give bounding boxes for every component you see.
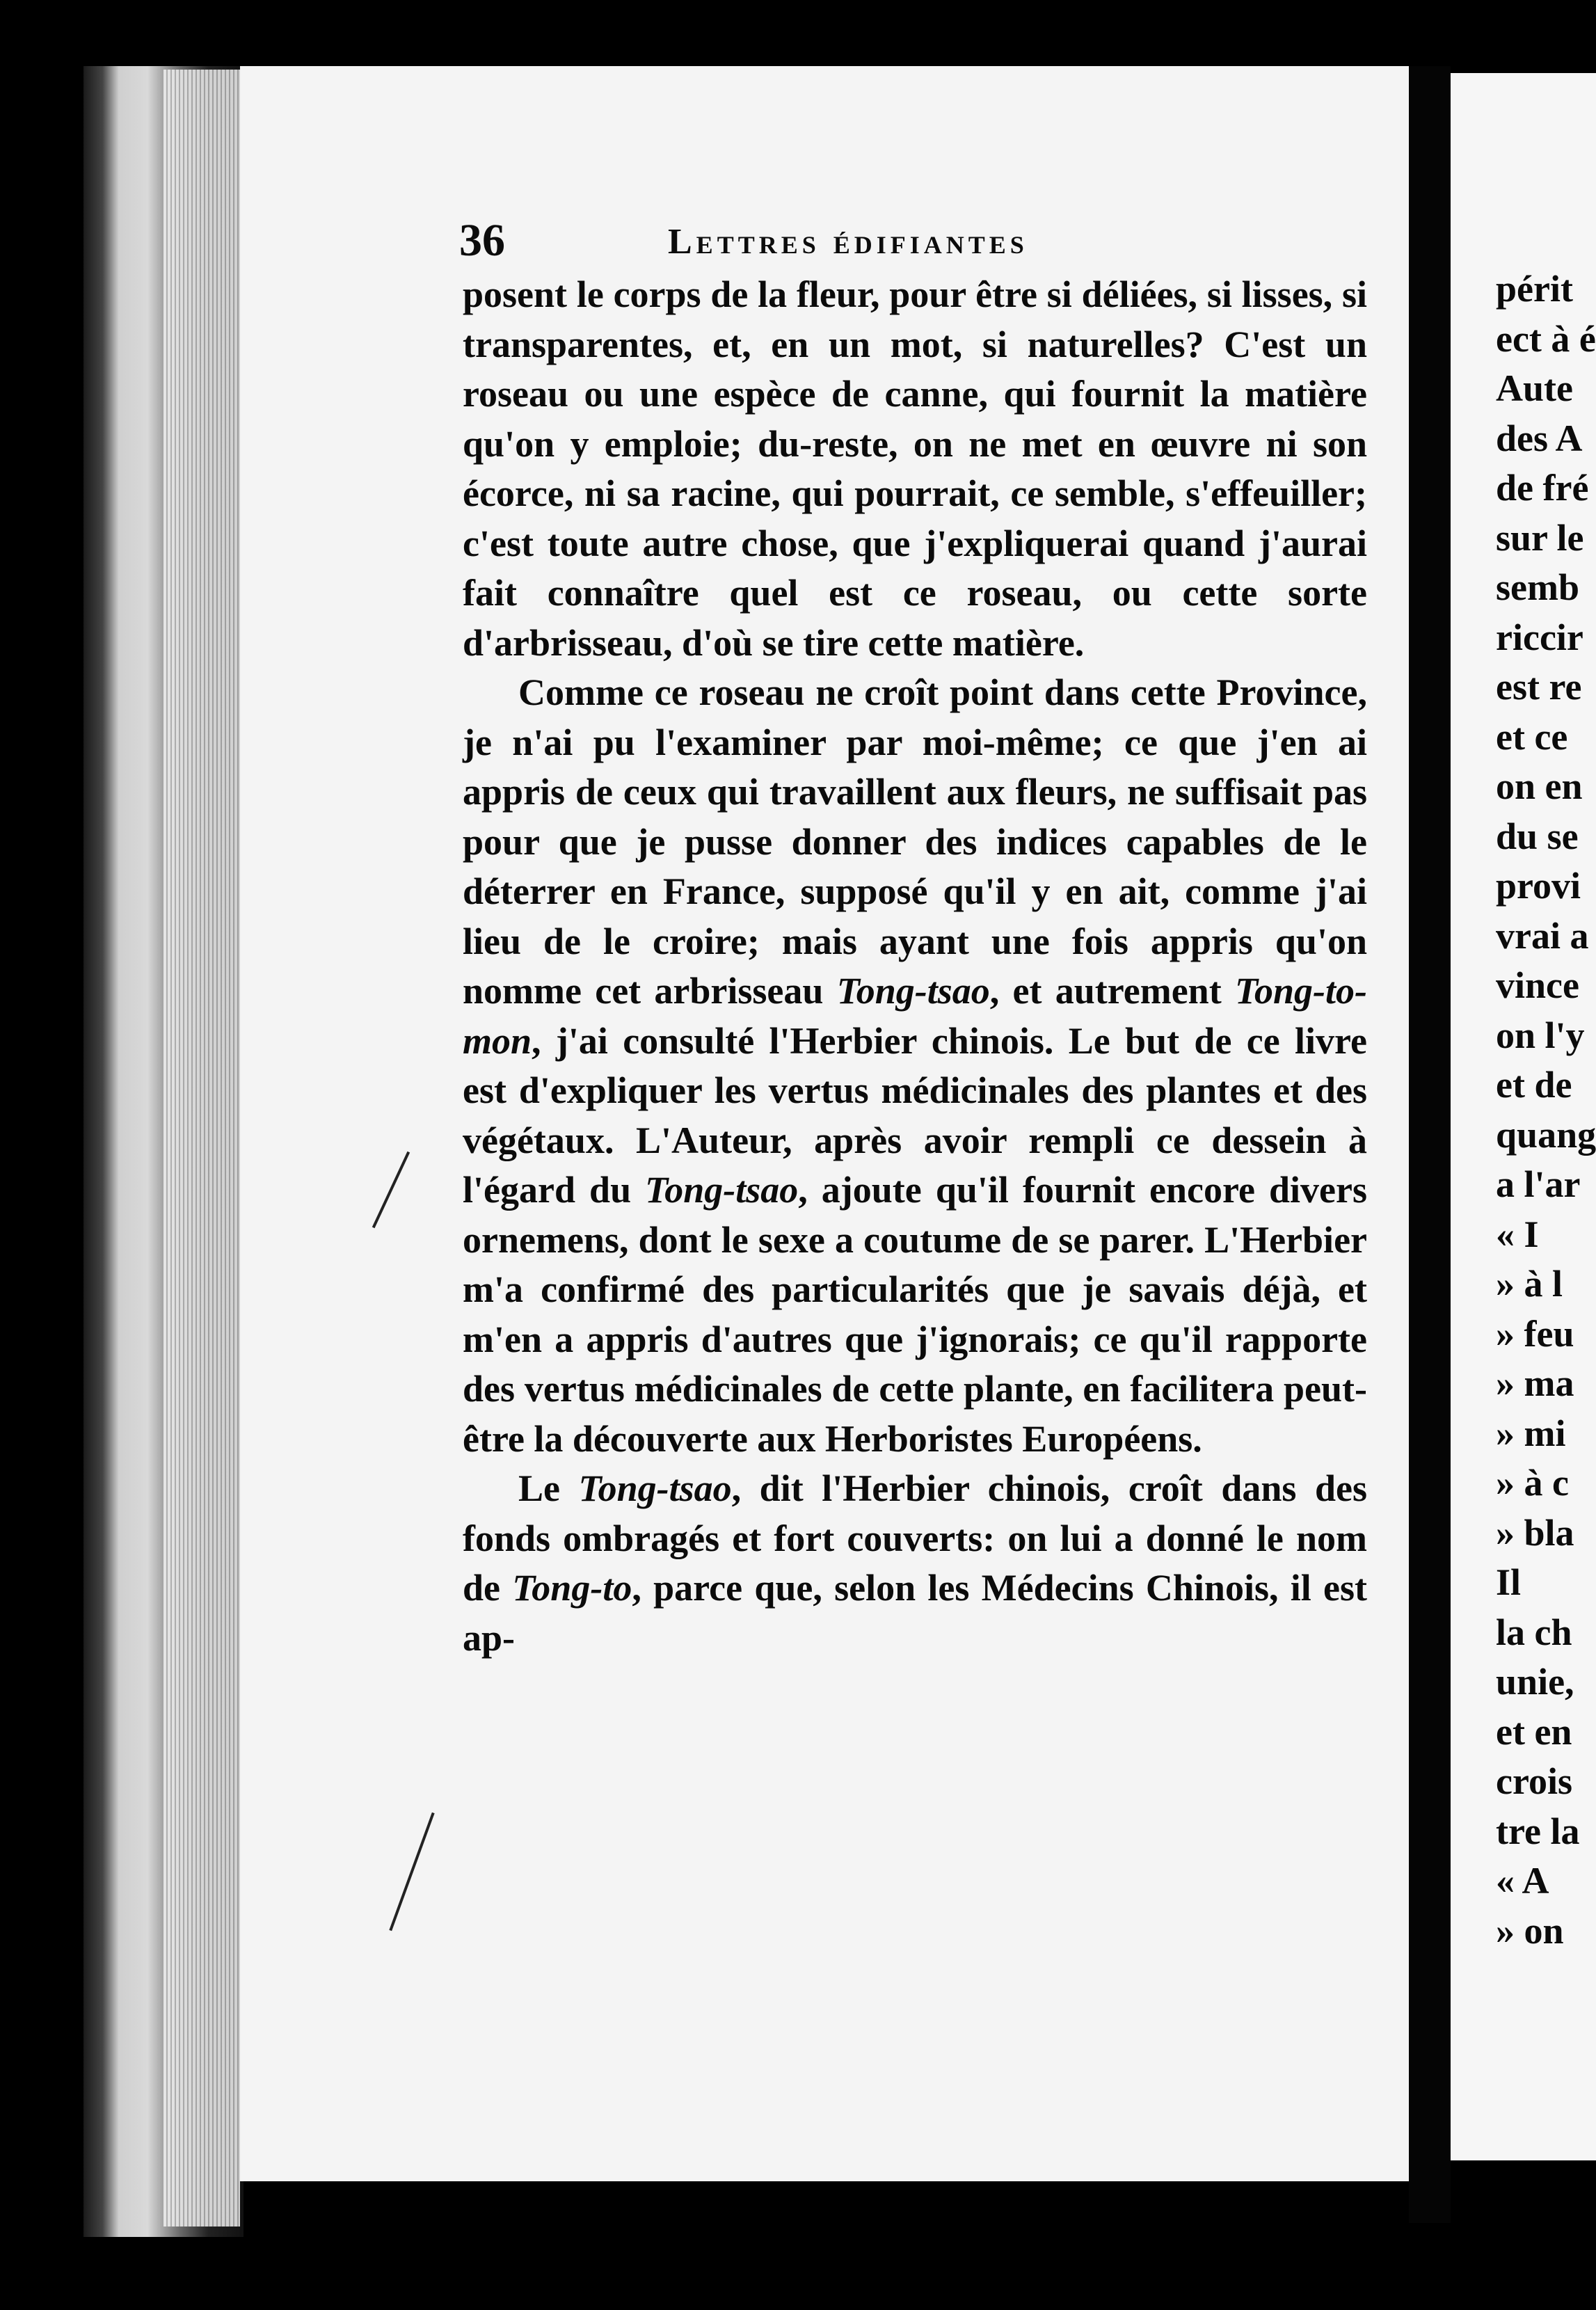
facing-page-line: on en [1496,765,1583,807]
facing-page-line: » on [1496,1909,1564,1952]
facing-page-line: tre la [1496,1810,1580,1852]
facing-page-line: vrai a [1496,914,1589,957]
text-run: posent le corps de la fleur, pour être si déliées, si lisses, si transparentes, et, en un mot, si naturelles? C'est un roseau ou une espèce de canne, qui fournit la matière qu'on y emploie; du-reste, on ne met en œuvre ni son écorce, ni sa racine, qui pourrait, ce semble, s'effeuiller; c'est toute autre chose, que j'expliquerai quand j'aurai fait connaître quel est ce roseau, ou cette sorte d'arbrisseau, d'où se tire cette matière. [463,273,1367,664]
facing-page-line: du se [1496,815,1579,857]
text-run: , ajoute qu'il fournit encore divers ornemens, dont le sexe a coutume de se parer. L'Herbier m'a confirmé des particularités que je savais déjà, et m'en a appris d'autres que j'ignorais; ce qu'il rapporte des vertus médicinales de cette plante, en facilitera peut-être la découverte aux Herboristes Européens. [463,1169,1367,1460]
page-header [459,209,1364,278]
facing-page-line: et en [1496,1710,1572,1753]
facing-page-line: » à c [1496,1462,1569,1504]
facing-page-line: des A [1496,417,1583,459]
facing-page-line: » mi [1496,1412,1566,1454]
page-edges [163,70,240,2227]
text-run: , et autrement [989,970,1235,1012]
text-run: , parce que, selon les Médecins Chinois, il est ap- [463,1567,1367,1659]
italic-term: Tong-tsao [645,1169,799,1211]
facing-page-line: provi [1496,865,1581,907]
facing-page-line: est re [1496,666,1582,708]
facing-page-line: quang [1496,1113,1596,1156]
facing-page-line: Aute [1496,367,1573,409]
text-run: Comme ce roseau ne croît point dans cette Province, je n'ai pu l'examiner par moi-même; ce que j'en ai appris de ceux qui travaillent aux fleurs, ne suffisait pas pour que je pusse donner des indices capables de le déterrer en France, supposé qu'il y en ait, comme j'ai lieu de le croire; mais ayant une fois appris qu'on nomme cet arbrisseau [463,671,1367,1012]
facing-page-line: « A [1496,1860,1549,1902]
facing-page-line: » bla [1496,1511,1574,1554]
facing-page-line: « I [1496,1213,1539,1255]
facing-page-line: » feu [1496,1312,1574,1355]
text-run: , j'ai consulté l'Herbier chinois. Le but de ce livre est d'expliquer les vertus médicinales des plantes et des végétaux. L'Auteur, après avoir rempli ce dessein à l'égard du [463,1019,1367,1211]
facing-page-text [1496,264,1596,1956]
facing-page-line: vince [1496,964,1579,1006]
text-run: Le [518,1467,579,1509]
facing-page-line: » à l [1496,1263,1563,1305]
facing-page-line: de fré [1496,467,1589,509]
text-run: , dit l'Herbier chinois, croît dans des fonds ombragés et fort couverts: on lui a donné le nom de [463,1467,1367,1609]
facing-page-line: unie, [1496,1661,1574,1703]
facing-page-line: Il [1496,1561,1522,1603]
facing-page-line: périt [1496,268,1573,310]
facing-page-line: on l'y [1496,1014,1585,1056]
book-gutter [1409,66,1451,2223]
italic-term: Tong-tsao [836,970,990,1012]
paragraph [463,270,1367,668]
facing-page-line: ect à é [1496,317,1596,360]
facing-page-line: a l'ar [1496,1163,1581,1205]
running-title: Lettres édifiantes [668,222,1028,262]
paragraph [463,668,1367,1464]
facing-page-line: riccir [1496,616,1583,658]
facing-page-line: la ch [1496,1611,1572,1653]
facing-page-line: et de [1496,1064,1572,1106]
paragraph [463,1464,1367,1663]
italic-term: Tong-to [512,1567,632,1609]
facing-page-line: crois [1496,1760,1572,1802]
facing-page-line: sur le [1496,516,1584,559]
facing-page-line: et ce [1496,715,1568,758]
facing-page-line: » ma [1496,1362,1574,1404]
italic-term: Tong-to-mon [463,970,1367,1062]
body-text [463,270,1367,1663]
page-number: 36 [459,215,505,266]
facing-page-line: semb [1496,566,1579,608]
italic-term: Tong-tsao [578,1467,732,1509]
